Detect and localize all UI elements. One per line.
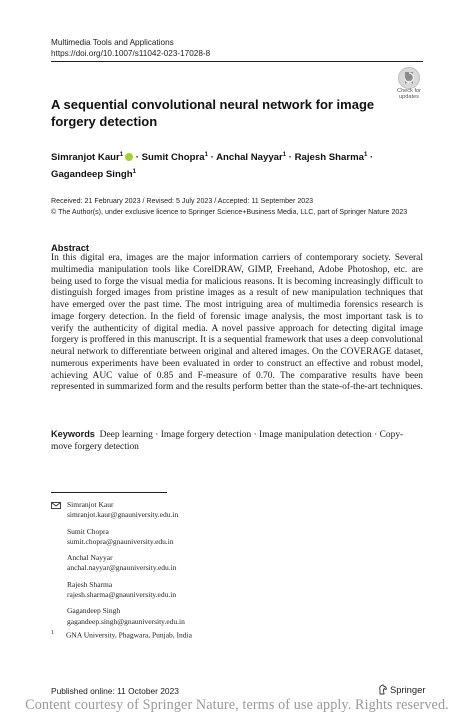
publisher-name: Springer [390, 684, 426, 695]
author-affil-sup: 1 [132, 169, 136, 176]
author-affil-sup: 1 [282, 152, 287, 158]
contact-email[interactable]: anchal.nayyar@gnauniversity.edu.in [67, 563, 177, 573]
keywords-label: Keywords [51, 429, 95, 439]
abstract-body: In this digital era, images are the major information carriers of contemporary society. Several multimedia manipulation tools like CorelDRAW, GIMP, Freehand, Adobe Photoshop, etc. are being used to forge the visual media for malicious reasons. It is becoming increasingly difficult to distinguish forged images from pristine images as a result of new manipulation techniques that have emerged over the past time. The most intriguing area of multimedia forensics research is image forgery detection. In the field of forensic image analysis, the most important task is to verify the authenticity of digital media. A novel passive approach for detecting digital image forgery is proffered in this manuscript. It is a sequential framework that uses a deep convolutional neural network to differentiate between original and altered images. On the COVERAGE dataset, numerous experiments have been evaluated in order to construct an effective and robust model, achieving AUC value of 0.85 and F-measure of 0.70. The comparative results have been represented in summarized form and the results perform better than the state-of-the-art techniques. [51, 253, 423, 393]
contact-email[interactable]: sumit.chopra@gnauniversity.edu.in [67, 536, 174, 546]
header-rule [51, 61, 423, 62]
history-dates: Received: 21 February 2023 / Revised: 5 July 2023 / Accepted: 11 September 2023 [51, 197, 314, 205]
author-name[interactable]: Simranjot Kaur [51, 152, 120, 164]
journal-header [51, 37, 210, 59]
contact-entry [51, 500, 301, 521]
affiliation-text: GNA University, Phagwara, Punjab, India [66, 630, 192, 640]
contact-name: Anchal Nayyar [67, 553, 113, 563]
author-list: Simranjot Kaur$^1$ · Sumit Chopra$^1$ · Anchal Nayyar$^1$ · Rajesh Sharma$^1$ · Gagandeep Singh$^1$ [51, 152, 374, 181]
orcid-icon[interactable] [125, 153, 133, 161]
copyright-line: © The Author(s), under exclusive licence to Springer Science+Business Media, LLC, part of Springer Nature 2023 [51, 207, 408, 216]
courtesy-watermark: Content courtesy of Springer Nature, terms of use apply. Rights reserved. [25, 697, 449, 713]
affiliation-number: 1 [51, 630, 54, 636]
published-online: Published online: 11 October 2023 [51, 686, 179, 696]
contact-entry [51, 527, 301, 548]
author-name[interactable]: Gagandeep Singh [51, 169, 133, 181]
check-for-updates-label: Check for updates [397, 88, 421, 101]
bookmark-icon [398, 67, 420, 89]
envelope-icon[interactable] [51, 502, 61, 509]
paper-title: A sequential convolutional neural network for image forgery detection [51, 97, 375, 129]
keywords-text: Deep learning · Image forgery detection · Image manipulation detection · Copy-move forgery detection [51, 430, 404, 452]
contact-email[interactable]: gagandeep.singh@gnauniversity.edu.in [67, 616, 185, 626]
author-affil-sup: 1 [119, 152, 124, 158]
contact-name: Sumit Chopra [67, 526, 109, 536]
contact-entry [51, 606, 301, 627]
journal-name: Multimedia Tools and Applications [51, 38, 174, 47]
contact-list [51, 500, 301, 633]
article-history [51, 196, 431, 217]
contact-email[interactable]: rajesh.sharma@gnauniversity.edu.in [67, 590, 177, 600]
publisher-logo[interactable] [378, 684, 425, 695]
contact-entry [51, 580, 301, 601]
contact-name: Gagandeep Singh [67, 606, 121, 616]
check-for-updates-badge[interactable] [394, 67, 424, 100]
abstract-heading: Abstract [51, 242, 90, 253]
author-affil-sup: 1 [204, 152, 208, 158]
doi-link[interactable]: https://doi.org/10.1007/s11042-023-17028-8 [51, 49, 211, 58]
author-name[interactable]: Rajesh Sharma [294, 152, 364, 164]
springer-horse-icon [378, 684, 388, 695]
affiliation [51, 630, 192, 640]
author-name[interactable]: Anchal Nayyar [216, 152, 283, 164]
author-name[interactable]: Sumit Chopra [141, 152, 205, 164]
author-affil-sup: 1 [363, 152, 368, 158]
contact-name: Rajesh Sharma [67, 579, 113, 589]
contact-entry [51, 553, 301, 574]
contact-email[interactable]: simranjot.kaur@gnauniversity.edu.in [67, 510, 179, 520]
contact-name: Simranjot Kaur [67, 500, 114, 509]
footnote-rule [51, 492, 167, 493]
keywords-section [51, 428, 423, 453]
